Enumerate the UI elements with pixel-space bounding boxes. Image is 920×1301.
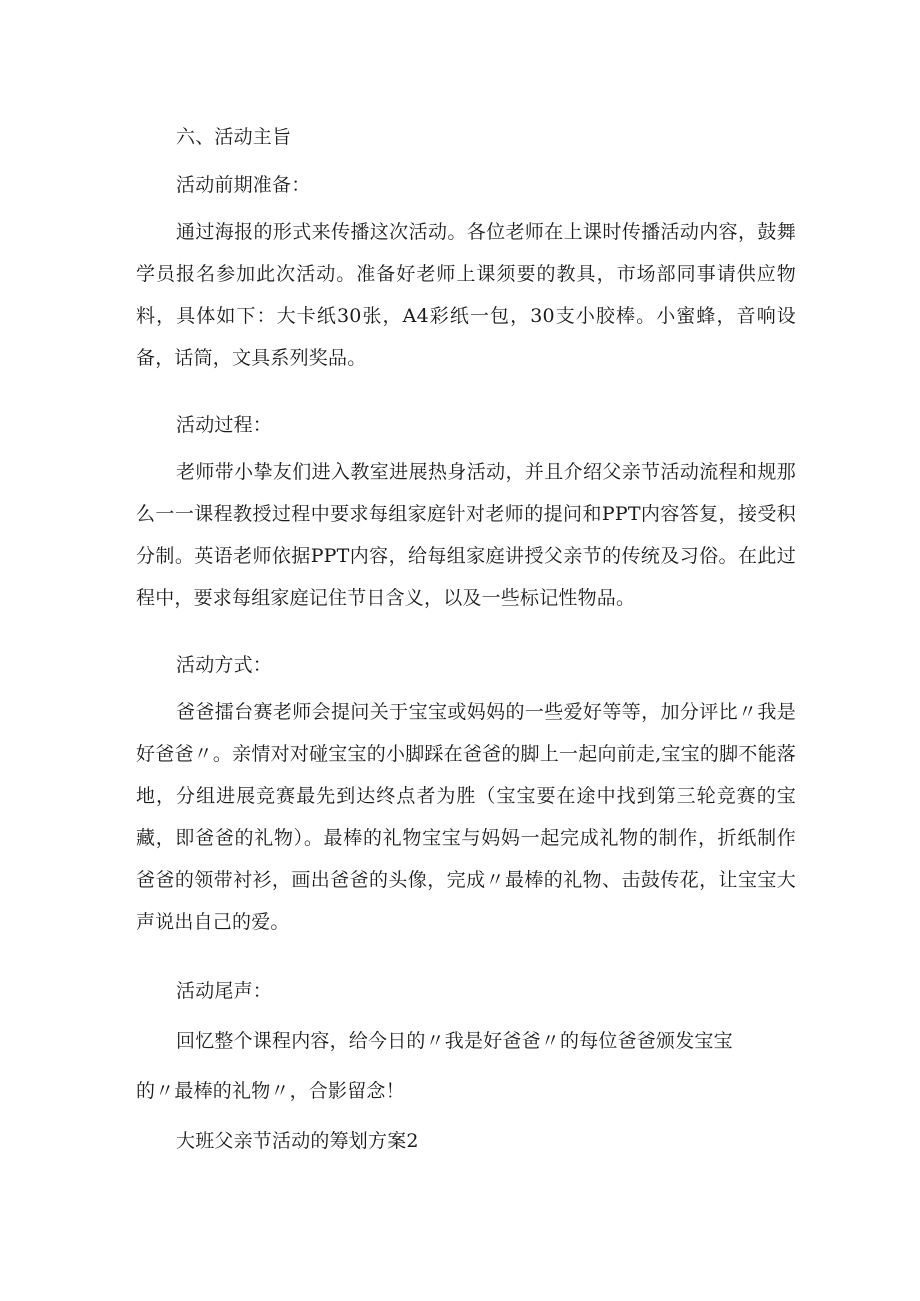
method-paragraph: 爸爸擂台赛老师会提问关于宝宝或妈妈的一些爱好等等，加分评比〃我是好爸爸〃。亲情对对碰宝宝的小脚踩在爸爸的脚上一起向前走,宝宝的脚不能落地，分组进展竞赛最先到达终点者为胜（宝宝要在途中找到第三轮竞赛的宝藏，即爸爸的礼物）。最棒的礼物宝宝与妈妈一起完成礼物的制作，折纸制作爸爸的领带衬衫，画出爸爸的头像，完成〃最棒的礼物、击鼓传花，让宝宝大声说出自己的爱。 [136,701,796,933]
method-label: 活动方式： [176,654,273,676]
ending-label: 活动尾声： [176,980,273,1002]
ending-line-2: 的〃最棒的礼物〃，合影留念！ [136,1080,405,1102]
process-label: 活动过程： [176,414,273,436]
process-paragraph: 老师带小挚友们进入教室进展热身活动，并且介绍父亲节活动流程和规那么一一课程教授过程中要求每组家庭针对老师的提问和PPT内容答复，接受积分制。英语老师依据PPT内容，给每组家庭讲授父亲节的传统及习俗。在此过程中，要求每组家庭记住节日含义，以及一些标记性物品。 [136,461,796,609]
section-heading: 六、活动主旨 [176,126,292,148]
next-section-title: 大班父亲节活动的筹划方案2 [176,1130,419,1152]
ending-line-1: 回忆整个课程内容，给今日的〃我是好爸爸〃的每位爸爸颁发宝宝 [176,1030,733,1052]
prep-label: 活动前期准备： [176,174,311,196]
prep-paragraph: 通过海报的形式来传播这次活动。各位老师在上课时传播活动内容，鼓舞学员报名参加此次活动。准备好老师上课须要的教具，市场部同事请供应物料，具体如下：大卡纸30张，A4彩纸一包，30支小胶棒。小蜜蜂，音响设备，话筒，文具系列奖品。 [136,221,796,369]
